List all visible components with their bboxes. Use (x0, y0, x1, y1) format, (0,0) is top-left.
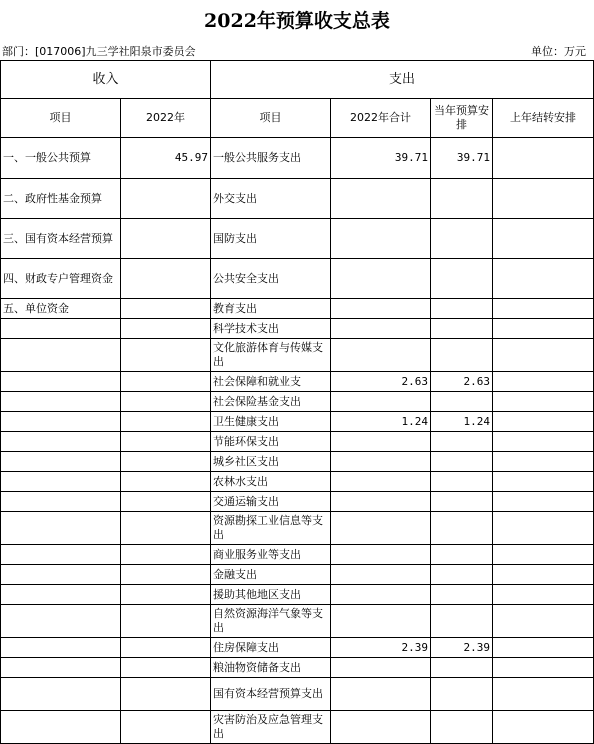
expense-prev-cell (493, 658, 594, 678)
income-value-cell (121, 319, 211, 339)
col-header-total: 2022年合计 (331, 99, 431, 138)
expense-item-cell: 公共安全支出 (211, 259, 331, 299)
expense-item-cell: 教育支出 (211, 299, 331, 319)
expense-current-cell (431, 452, 493, 472)
expense-current-cell (431, 711, 493, 744)
expense-item-cell: 粮油物资储备支出 (211, 658, 331, 678)
col-header-current: 当年预算安排 (431, 99, 493, 138)
income-value-cell (121, 678, 211, 711)
expense-total-cell (331, 678, 431, 711)
expense-item-cell: 资源勘探工业信息等支出 (211, 512, 331, 545)
expense-total-cell (331, 299, 431, 319)
expense-prev-cell (493, 219, 594, 259)
expense-current-cell (431, 179, 493, 219)
expense-current-cell: 1.24 (431, 412, 493, 432)
expense-total-cell (331, 585, 431, 605)
expense-prev-cell (493, 678, 594, 711)
expense-current-cell (431, 565, 493, 585)
income-value-cell (121, 432, 211, 452)
income-item-cell (1, 492, 121, 512)
table-row (1, 138, 594, 179)
expense-total-cell (331, 392, 431, 412)
income-item-cell (1, 638, 121, 658)
income-value-cell (121, 545, 211, 565)
expense-current-cell (431, 472, 493, 492)
header-row-2 (1, 99, 594, 138)
expense-prev-cell (493, 259, 594, 299)
expense-total-cell: 1.24 (331, 412, 431, 432)
expense-prev-cell (493, 299, 594, 319)
table-row (1, 585, 594, 605)
income-item-cell (1, 372, 121, 392)
income-header: 收入 (1, 61, 211, 99)
expense-item-cell: 自然资源海洋气象等支出 (211, 605, 331, 638)
table-row (1, 545, 594, 565)
table-row (1, 339, 594, 372)
expense-prev-cell (493, 339, 594, 372)
expense-total-cell: 39.71 (331, 138, 431, 179)
expense-total-cell (331, 545, 431, 565)
table-row (1, 179, 594, 219)
expense-current-cell (431, 605, 493, 638)
expense-prev-cell (493, 711, 594, 744)
income-value-cell (121, 179, 211, 219)
expense-prev-cell (493, 545, 594, 565)
income-value-cell (121, 372, 211, 392)
expense-prev-cell (493, 179, 594, 219)
income-value-cell (121, 339, 211, 372)
budget-summary-table (0, 60, 594, 744)
expense-prev-cell (493, 472, 594, 492)
table-row (1, 219, 594, 259)
expense-current-cell (431, 512, 493, 545)
table-row (1, 392, 594, 412)
expense-item-cell: 商业服务业等支出 (211, 545, 331, 565)
expense-item-cell: 一般公共服务支出 (211, 138, 331, 179)
expense-prev-cell (493, 585, 594, 605)
expense-current-cell (431, 545, 493, 565)
income-value-cell (121, 299, 211, 319)
expense-item-cell: 社会保险基金支出 (211, 392, 331, 412)
income-item-cell (1, 432, 121, 452)
expense-item-cell: 援助其他地区支出 (211, 585, 331, 605)
income-item-cell (1, 605, 121, 638)
table-row (1, 638, 594, 658)
table-row (1, 678, 594, 711)
expense-current-cell (431, 319, 493, 339)
income-item-cell: 三、国有资本经营预算 (1, 219, 121, 259)
income-item-cell (1, 412, 121, 432)
expense-item-cell: 国有资本经营预算支出 (211, 678, 331, 711)
income-item-cell: 二、政府性基金预算 (1, 179, 121, 219)
expense-item-cell: 节能环保支出 (211, 432, 331, 452)
income-value-cell (121, 585, 211, 605)
expense-total-cell (331, 711, 431, 744)
income-value-cell (121, 452, 211, 472)
expense-item-cell: 卫生健康支出 (211, 412, 331, 432)
expense-total-cell (331, 658, 431, 678)
income-value-cell (121, 392, 211, 412)
expense-prev-cell (493, 512, 594, 545)
income-item-cell (1, 711, 121, 744)
income-value-cell (121, 658, 211, 678)
expense-total-cell (331, 432, 431, 452)
col-header-prev: 上年结转安排 (493, 99, 594, 138)
expense-prev-cell (493, 605, 594, 638)
expense-prev-cell (493, 392, 594, 412)
expense-item-cell: 国防支出 (211, 219, 331, 259)
income-item-cell (1, 678, 121, 711)
income-value-cell (121, 472, 211, 492)
income-value-cell: 45.97 (121, 138, 211, 179)
income-value-cell (121, 605, 211, 638)
expense-prev-cell (493, 565, 594, 585)
expense-current-cell (431, 259, 493, 299)
income-item-cell (1, 452, 121, 472)
expense-total-cell (331, 219, 431, 259)
expense-prev-cell (493, 319, 594, 339)
header-row-1 (1, 61, 594, 99)
table-row (1, 372, 594, 392)
income-item-cell (1, 339, 121, 372)
expense-prev-cell (493, 412, 594, 432)
col-header-expense-item: 项目 (211, 99, 331, 138)
table-row (1, 472, 594, 492)
unit-label: 单位：万元 (531, 45, 586, 58)
expense-current-cell (431, 585, 493, 605)
expense-total-cell (331, 492, 431, 512)
expense-current-cell (431, 339, 493, 372)
expense-item-cell: 交通运输支出 (211, 492, 331, 512)
expense-total-cell: 2.63 (331, 372, 431, 392)
expense-item-cell: 科学技术支出 (211, 319, 331, 339)
expense-current-cell (431, 299, 493, 319)
expense-total-cell (331, 339, 431, 372)
expense-item-cell: 文化旅游体育与传媒支出 (211, 339, 331, 372)
expense-total-cell (331, 605, 431, 638)
table-row (1, 452, 594, 472)
expense-item-cell: 金融支出 (211, 565, 331, 585)
income-item-cell: 一、一般公共预算 (1, 138, 121, 179)
expense-total-cell: 2.39 (331, 638, 431, 658)
expense-current-cell (431, 658, 493, 678)
income-value-cell (121, 565, 211, 585)
income-item-cell: 五、单位资金 (1, 299, 121, 319)
table-row (1, 605, 594, 638)
expense-total-cell (331, 512, 431, 545)
income-item-cell (1, 472, 121, 492)
income-value-cell (121, 259, 211, 299)
expense-prev-cell (493, 638, 594, 658)
income-value-cell (121, 711, 211, 744)
page-title: 2022年预算收支总表 (204, 10, 390, 32)
expense-current-cell: 39.71 (431, 138, 493, 179)
expense-item-cell: 住房保障支出 (211, 638, 331, 658)
income-value-cell (121, 492, 211, 512)
income-item-cell (1, 319, 121, 339)
income-value-cell (121, 512, 211, 545)
expense-current-cell (431, 432, 493, 452)
col-header-income-item: 项目 (1, 99, 121, 138)
department-label: 部门：[017006]九三学社阳泉市委员会 (2, 45, 196, 58)
col-header-income-2022: 2022年 (121, 99, 211, 138)
expense-total-cell (331, 565, 431, 585)
expense-total-cell (331, 319, 431, 339)
table-row (1, 259, 594, 299)
expense-current-cell (431, 678, 493, 711)
income-item-cell (1, 392, 121, 412)
expense-prev-cell (493, 432, 594, 452)
expense-header: 支出 (211, 61, 594, 99)
expense-prev-cell (493, 372, 594, 392)
expense-current-cell (431, 219, 493, 259)
expense-current-cell (431, 492, 493, 512)
expense-current-cell: 2.63 (431, 372, 493, 392)
expense-item-cell: 灾害防治及应急管理支出 (211, 711, 331, 744)
table-row (1, 512, 594, 545)
expense-item-cell: 外交支出 (211, 179, 331, 219)
expense-prev-cell (493, 492, 594, 512)
income-item-cell (1, 545, 121, 565)
income-item-cell (1, 585, 121, 605)
income-item-cell (1, 565, 121, 585)
expense-item-cell: 社会保障和就业支 (211, 372, 331, 392)
table-row (1, 412, 594, 432)
income-item-cell: 四、财政专户管理资金 (1, 259, 121, 299)
table-row (1, 432, 594, 452)
income-item-cell (1, 512, 121, 545)
table-row (1, 658, 594, 678)
expense-total-cell (331, 179, 431, 219)
expense-total-cell (331, 452, 431, 472)
table-row (1, 299, 594, 319)
income-value-cell (121, 638, 211, 658)
expense-item-cell: 农林水支出 (211, 472, 331, 492)
income-item-cell (1, 658, 121, 678)
expense-item-cell: 城乡社区支出 (211, 452, 331, 472)
table-row (1, 319, 594, 339)
expense-prev-cell (493, 138, 594, 179)
table-row (1, 711, 594, 744)
expense-total-cell (331, 472, 431, 492)
expense-current-cell (431, 392, 493, 412)
table-row (1, 492, 594, 512)
expense-total-cell (331, 259, 431, 299)
income-value-cell (121, 412, 211, 432)
expense-current-cell: 2.39 (431, 638, 493, 658)
table-row (1, 565, 594, 585)
income-value-cell (121, 219, 211, 259)
expense-prev-cell (493, 452, 594, 472)
